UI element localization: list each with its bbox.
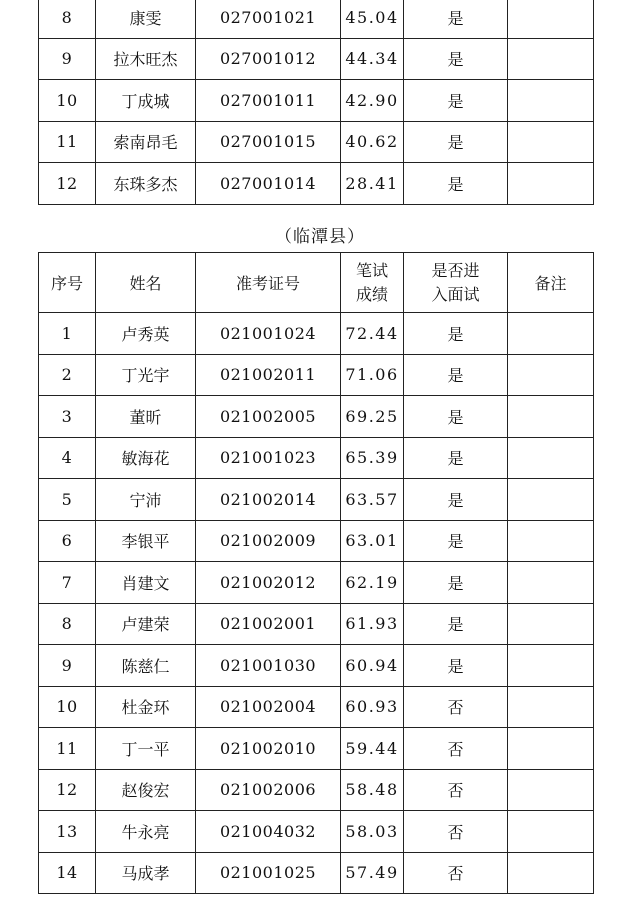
table-row [39, 562, 594, 604]
cell-score: 28.41 [341, 163, 404, 205]
cell-seq: 7 [39, 562, 96, 604]
previous-county-table-body [39, 0, 594, 204]
table-row [39, 163, 594, 205]
cell-note [508, 313, 594, 355]
cell-score: 65.39 [341, 437, 404, 479]
table-row [39, 0, 594, 38]
cell-interview: 是 [404, 38, 508, 80]
cell-exam-id: 021001030 [196, 645, 341, 687]
cell-seq: 2 [39, 354, 96, 396]
table-row [39, 80, 594, 122]
cell-exam-id: 027001011 [196, 80, 341, 122]
cell-score: 60.93 [341, 686, 404, 728]
cell-score: 58.48 [341, 769, 404, 811]
cell-note [508, 520, 594, 562]
cell-note [508, 769, 594, 811]
cell-note [508, 121, 594, 163]
cell-seq: 5 [39, 479, 96, 521]
cell-score: 60.94 [341, 645, 404, 687]
table-header-row [39, 253, 594, 313]
table-row [39, 728, 594, 770]
cell-seq: 14 [39, 852, 96, 894]
cell-interview: 是 [404, 121, 508, 163]
cell-note [508, 645, 594, 687]
cell-seq: 11 [39, 121, 96, 163]
cell-name: 丁一平 [96, 728, 196, 770]
cell-exam-id: 021001024 [196, 313, 341, 355]
cell-interview: 否 [404, 686, 508, 728]
header-exam-id: 准考证号 [196, 253, 341, 313]
cell-interview: 否 [404, 728, 508, 770]
cell-score: 59.44 [341, 728, 404, 770]
header-interview [404, 253, 508, 313]
header-score-line2: 成绩 [355, 284, 388, 304]
cell-exam-id: 027001012 [196, 38, 341, 80]
header-seq: 序号 [39, 253, 96, 313]
table-row [39, 603, 594, 645]
table-row [39, 354, 594, 396]
lintan-county-table-body [39, 313, 594, 894]
cell-seq: 4 [39, 437, 96, 479]
cell-name: 拉木旺杰 [96, 38, 196, 80]
cell-exam-id: 021002001 [196, 603, 341, 645]
cell-interview: 否 [404, 852, 508, 894]
cell-note [508, 852, 594, 894]
cell-note [508, 396, 594, 438]
cell-exam-id: 021004032 [196, 811, 341, 853]
table-row [39, 38, 594, 80]
cell-seq: 12 [39, 769, 96, 811]
cell-exam-id: 021002004 [196, 686, 341, 728]
cell-score: 42.90 [341, 80, 404, 122]
cell-interview: 是 [404, 520, 508, 562]
cell-exam-id: 021001023 [196, 437, 341, 479]
cell-score: 58.03 [341, 811, 404, 853]
cell-name: 丁光宇 [96, 354, 196, 396]
cell-seq: 13 [39, 811, 96, 853]
cell-note [508, 479, 594, 521]
header-score-line1: 笔试 [355, 260, 388, 280]
cell-exam-id: 021002009 [196, 520, 341, 562]
cell-name: 李银平 [96, 520, 196, 562]
cell-name: 董昕 [96, 396, 196, 438]
cell-interview: 是 [404, 354, 508, 396]
table-row [39, 121, 594, 163]
cell-note [508, 728, 594, 770]
header-interview-line1: 是否进 [431, 260, 480, 280]
cell-seq: 8 [39, 603, 96, 645]
cell-seq: 10 [39, 80, 96, 122]
header-name: 姓名 [96, 253, 196, 313]
cell-interview: 是 [404, 163, 508, 205]
cell-note [508, 562, 594, 604]
cell-name: 索南昂毛 [96, 121, 196, 163]
cell-name: 东珠多杰 [96, 163, 196, 205]
cell-exam-id: 027001015 [196, 121, 341, 163]
cell-interview: 是 [404, 0, 508, 38]
table-row [39, 396, 594, 438]
cell-name: 杜金环 [96, 686, 196, 728]
cell-interview: 是 [404, 645, 508, 687]
cell-exam-id: 027001014 [196, 163, 341, 205]
cell-exam-id: 021001025 [196, 852, 341, 894]
previous-county-table [38, 0, 594, 205]
cell-interview: 是 [404, 603, 508, 645]
table-row [39, 313, 594, 355]
cell-score: 72.44 [341, 313, 404, 355]
cell-interview: 是 [404, 313, 508, 355]
cell-score: 45.04 [341, 0, 404, 38]
cell-name: 赵俊宏 [96, 769, 196, 811]
cell-name: 卢秀英 [96, 313, 196, 355]
cell-score: 61.93 [341, 603, 404, 645]
cell-interview: 是 [404, 562, 508, 604]
cell-score: 63.57 [341, 479, 404, 521]
cell-name: 卢建荣 [96, 603, 196, 645]
cell-interview: 否 [404, 769, 508, 811]
cell-seq: 1 [39, 313, 96, 355]
cell-note [508, 80, 594, 122]
cell-interview: 否 [404, 811, 508, 853]
cell-name: 牛永亮 [96, 811, 196, 853]
lintan-county-table [38, 252, 594, 894]
cell-name: 宁沛 [96, 479, 196, 521]
cell-seq: 11 [39, 728, 96, 770]
cell-name: 丁成城 [96, 80, 196, 122]
cell-note [508, 437, 594, 479]
cell-seq: 12 [39, 163, 96, 205]
cell-score: 44.34 [341, 38, 404, 80]
cell-name: 敏海花 [96, 437, 196, 479]
cell-interview: 是 [404, 479, 508, 521]
cell-note [508, 686, 594, 728]
cell-exam-id: 021002012 [196, 562, 341, 604]
cell-score: 57.49 [341, 852, 404, 894]
table-row [39, 852, 594, 894]
cell-score: 40.62 [341, 121, 404, 163]
cell-seq: 9 [39, 38, 96, 80]
cell-seq: 6 [39, 520, 96, 562]
cell-note [508, 603, 594, 645]
cell-note [508, 163, 594, 205]
cell-note [508, 354, 594, 396]
table-row [39, 686, 594, 728]
cell-note [508, 811, 594, 853]
cell-exam-id: 021002011 [196, 354, 341, 396]
cell-seq: 3 [39, 396, 96, 438]
cell-interview: 是 [404, 396, 508, 438]
table-row [39, 479, 594, 521]
cell-note [508, 0, 594, 38]
cell-seq: 9 [39, 645, 96, 687]
cell-score: 71.06 [341, 354, 404, 396]
cell-name: 肖建文 [96, 562, 196, 604]
cell-name: 陈慈仁 [96, 645, 196, 687]
cell-score: 69.25 [341, 396, 404, 438]
table-row [39, 437, 594, 479]
header-score [341, 253, 404, 313]
header-interview-line2: 入面试 [431, 284, 480, 304]
cell-score: 62.19 [341, 562, 404, 604]
cell-exam-id: 027001021 [196, 0, 341, 38]
section-title: （临潭县） [275, 227, 365, 247]
cell-interview: 是 [404, 437, 508, 479]
cell-score: 63.01 [341, 520, 404, 562]
cell-seq: 8 [39, 0, 96, 38]
cell-name: 马成孝 [96, 852, 196, 894]
cell-exam-id: 021002005 [196, 396, 341, 438]
cell-seq: 10 [39, 686, 96, 728]
cell-exam-id: 021002006 [196, 769, 341, 811]
cell-note [508, 38, 594, 80]
cell-name: 康雯 [96, 0, 196, 38]
header-note: 备注 [508, 253, 594, 313]
table-row [39, 811, 594, 853]
cell-exam-id: 021002014 [196, 479, 341, 521]
table-row [39, 520, 594, 562]
cell-exam-id: 021002010 [196, 728, 341, 770]
cell-interview: 是 [404, 80, 508, 122]
table-row [39, 645, 594, 687]
table-row [39, 769, 594, 811]
